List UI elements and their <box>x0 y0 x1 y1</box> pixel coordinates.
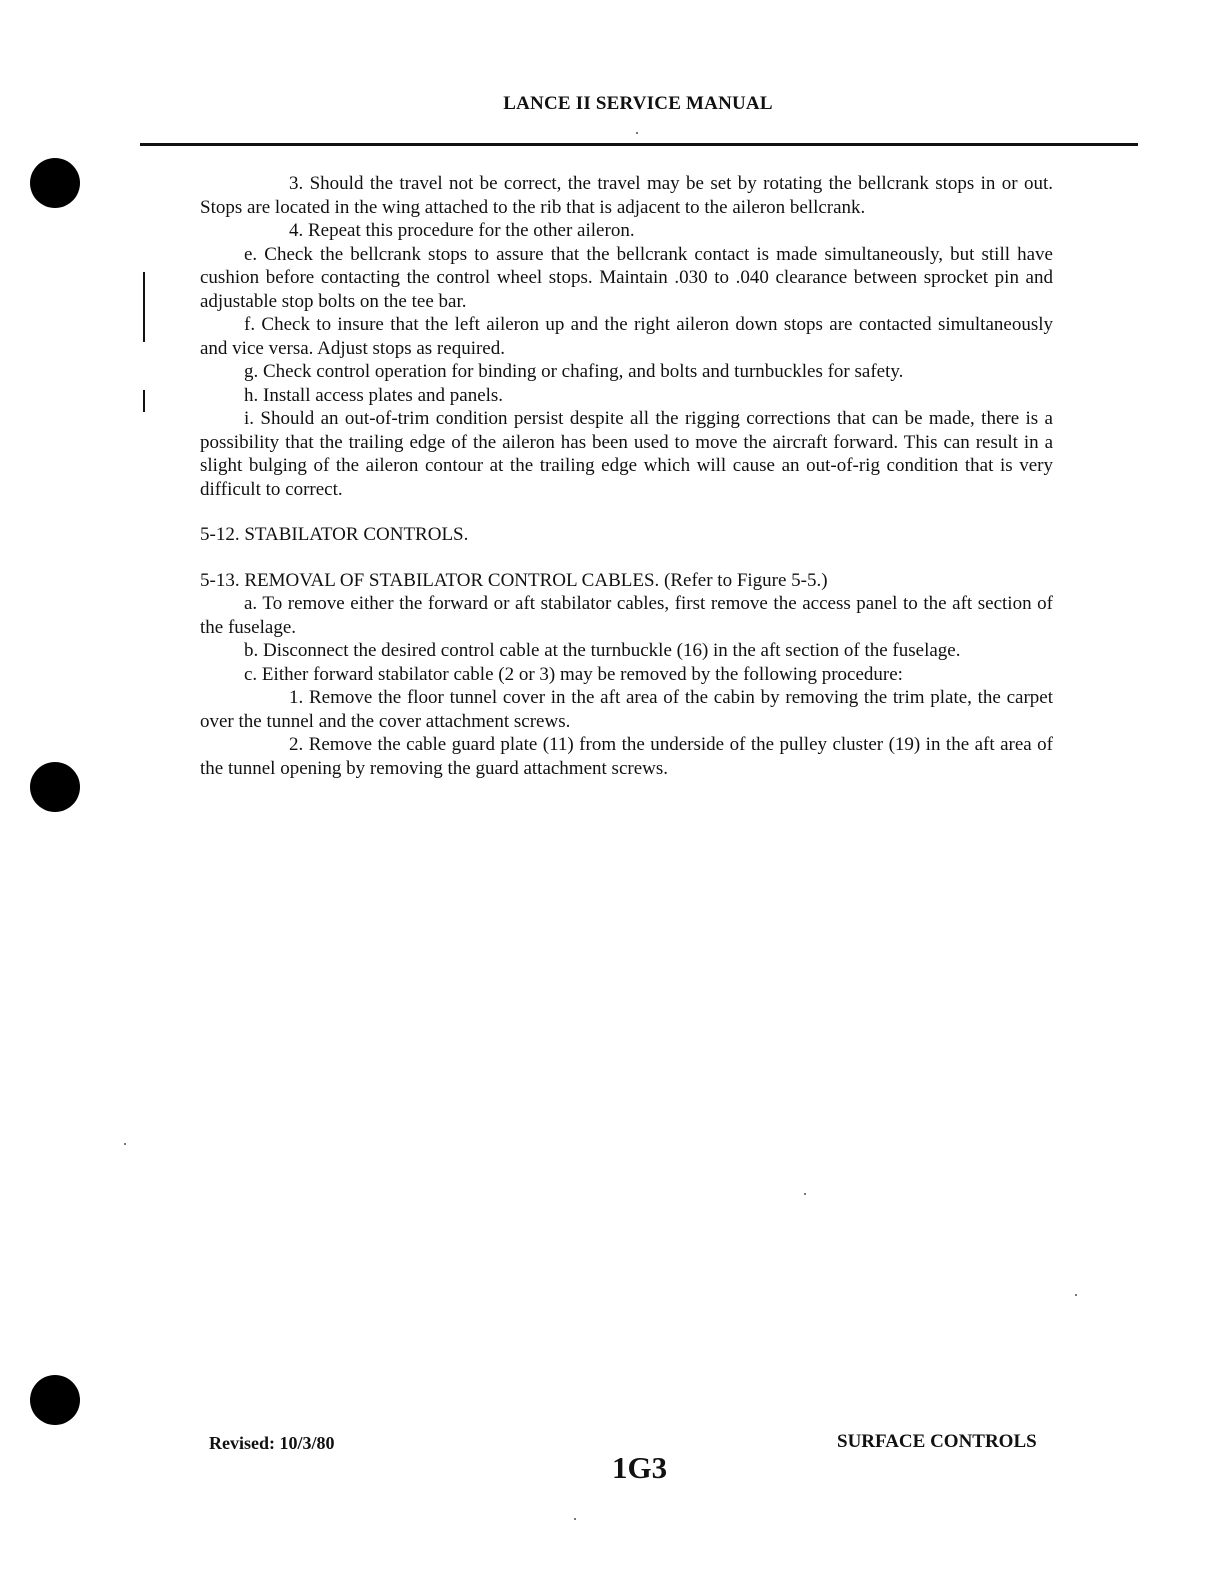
page-number: 1G3 <box>612 1450 668 1485</box>
paragraph: 1. Remove the floor tunnel cover in the aft area of the cabin by removing the trim plate, the carpet over the tunnel and the cover attachment screws. <box>200 687 1053 732</box>
scan-speck <box>124 1143 126 1145</box>
section-heading: 5-13. REMOVAL OF STABILATOR CONTROL CABLES. (Refer to Figure 5-5.) <box>200 569 828 591</box>
scan-speck <box>636 132 638 134</box>
binder-hole-top <box>30 158 80 208</box>
scan-speck <box>804 1193 806 1195</box>
revision-bar <box>143 272 145 342</box>
paragraph: h. Install access plates and panels. <box>244 384 504 406</box>
scan-speck <box>574 1518 576 1520</box>
paragraph: a. To remove either the forward or aft stabilator cables, first remove the access panel to the aft section of the fuselage. <box>200 593 1053 638</box>
page-header: LANCE II SERVICE MANUAL <box>503 93 773 114</box>
paragraph: f. Check to insure that the left aileron up and the right aileron down stops are contacted simultaneously and vice versa. Adjust stops as required. <box>200 314 1053 359</box>
paragraph: 3. Should the travel not be correct, the travel may be set by rotating the bellcrank stops in or out. Stops are located in the wing attached to the rib that is adjacent to the aileron bellcrank. <box>200 173 1053 218</box>
paragraph: e. Check the bellcrank stops to assure that the bellcrank contact is made simultaneously, but still have cushion before contacting the control wheel stops. Maintain .030 to .040 clearance between sprocket pin and adjustable stop bolts on the tee bar. <box>200 243 1053 312</box>
paragraph: g. Check control operation for binding or chafing, and bolts and turnbuckles for safety. <box>244 361 904 382</box>
section-name: SURFACE CONTROLS <box>837 1431 1037 1452</box>
binder-hole-bottom <box>30 1375 80 1425</box>
revision-bar <box>143 390 145 412</box>
revision-date: Revised: 10/3/80 <box>209 1433 335 1453</box>
header-rule <box>140 143 1138 146</box>
scan-speck <box>1075 1294 1077 1296</box>
paragraph: 2. Remove the cable guard plate (11) from the underside of the pulley cluster (19) in the aft area of the tunnel opening by removing the guard attachment screws. <box>200 734 1053 779</box>
paragraph: b. Disconnect the desired control cable at the turnbuckle (16) in the aft section of the fuselage. <box>244 640 961 661</box>
body-text <box>200 172 1053 780</box>
section-heading: 5-12. STABILATOR CONTROLS. <box>200 524 469 545</box>
binder-hole-middle <box>30 762 80 812</box>
paragraph: i. Should an out-of-trim condition persist despite all the rigging corrections that can be made, there is a possibility that the trailing edge of the aileron has been used to move the aircraft forward. This can result in a slight bulging of the aileron contour at the trailing edge which will cause an out-of-rig condition that is very difficult to correct. <box>200 408 1053 500</box>
paragraph: 4. Repeat this procedure for the other aileron. <box>289 220 635 241</box>
paragraph: c. Either forward stabilator cable (2 or 3) may be removed by the following procedure: <box>244 663 903 685</box>
